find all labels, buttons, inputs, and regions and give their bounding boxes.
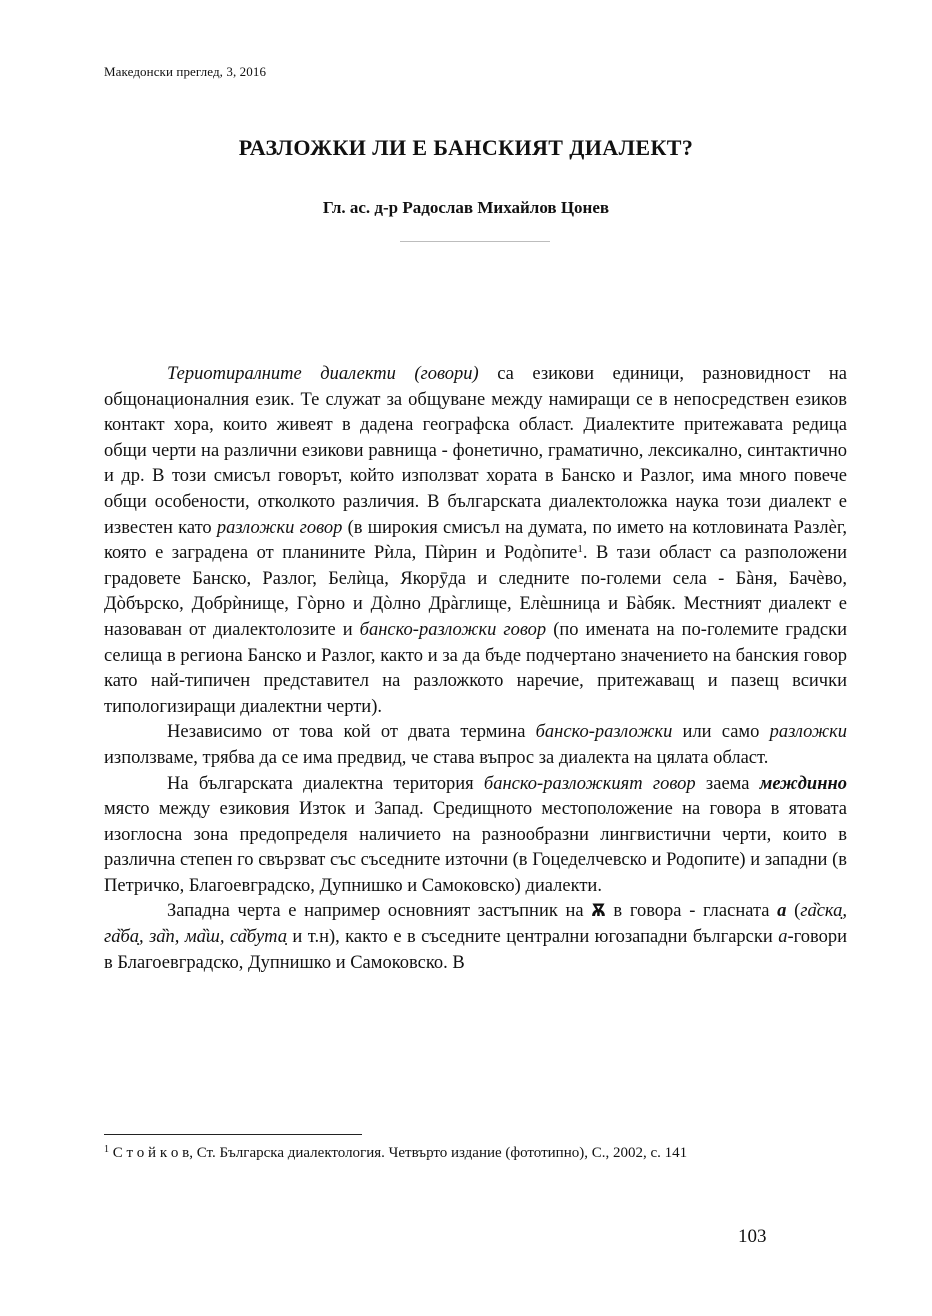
article-author: Гл. ас. д-р Радослав Михайлов Цонев — [322, 198, 610, 217]
footnote-marker[interactable]: 1 — [577, 543, 583, 556]
paragraph-text: Западна черта е например основният застъпник на — [167, 901, 592, 922]
paragraph-4 — [104, 899, 847, 976]
paragraph-text: . В тази област са разположени градовете Банско, Разлог, Белѝца, Якорȳда и следните по-големи села - Бàня, Бачѐво, Дòбърско, Добрѝнище, Гòрно и Дòлно Дрàглище, Елѐшница и Бàбяк. Местният диалект е назоваван от диалектолозите и — [104, 543, 848, 640]
term-italic: банско-разложки — [535, 722, 673, 743]
page-number: 103 — [738, 1226, 767, 1247]
article-title: РАЗЛОЖКИ ЛИ Е БАНСКИЯТ ДИАЛЕКТ? — [238, 135, 694, 160]
paragraph-2 — [104, 720, 847, 771]
footnote-text: С т о й к о в, Ст. Българска диалектология. Четвърто издание (фототипно), С., 2002, с. 141 — [109, 1145, 688, 1161]
term-italic: разложки говор — [216, 517, 343, 538]
paragraph-1 — [104, 362, 847, 720]
paragraph-text: са езикови единици, разновидност на общонационалния език. Те служат за общуване между намиращи се в непосредствен езиков контакт хора, които живеят в дадена географска област. Диалектите притежавата редица общи черти на различни езикови равнища - фонетично, граматично, лексикално, синтактично и др. В този смисъл говорът, който използват хората в Банско и Разлог, има много повече общи особености, отколкото различия. В българската диалектоложка наука този диалект е известен като — [104, 364, 847, 538]
footnote-number: 1 — [104, 1144, 109, 1155]
paragraph-text: (в широкия смисъл на думата, по името на котловината Разлѐг, която е заградена от планините Рѝла, Пѝрин и Родòпите — [104, 517, 847, 564]
paragraph-text: използваме, трябва да се има предвид, че става въпрос за диалекта на цялата област. — [104, 747, 769, 768]
term-italic: банско-разложки говор — [359, 619, 547, 640]
example-words-italic: га̏ска̣, га̏ба̣, за̏п, ма̏ш, са̏бута̣ — [104, 901, 847, 948]
term-bold-italic: а — [777, 901, 787, 922]
paragraph-text: и т.н), както е в съседните централни югозападни български — [287, 927, 779, 948]
paragraph-text: място между езиковия Изток и Запад. Средищното местоположение на говора в ятовата изоглосна зона предопределя наличието на разнообразни лингвистични черти, които в различна степен го свързват със съседните източни (в Гоцеделчевско и Родопите) и западни (в Петричко, Благоевградско, Дупнишко и Самоковско) диалекти. — [104, 799, 847, 896]
paragraph-3 — [104, 772, 847, 900]
footnote-divider — [104, 1134, 362, 1135]
paragraph-text: -говори в Благоевградско, Дупнишко и Самоковско. В — [104, 927, 847, 973]
paragraph-text: Независимо от това кой от двата термина — [167, 722, 536, 743]
paragraph-text: (по имената на по-големите градски селища в региона Банско и Разлог, както и за да бъде подчертано значението на банския говор като най-типичен представител на разложкото наречие, притежаващ и пазещ всички типологизиращи диалектни черти). — [104, 619, 847, 717]
paragraph-text: в говора - гласната — [605, 901, 778, 922]
big-yus-letter: Ѫ — [591, 901, 606, 922]
paragraph-text: ( — [786, 901, 801, 922]
paragraph-text: На българската диалектна територия — [167, 773, 484, 794]
paragraph-text: заема — [695, 773, 760, 794]
running-header: Македонски преглед, 3, 2016 — [104, 64, 267, 79]
term-italic: Териотиралните диалекти (говори) — [167, 364, 479, 384]
term-italic: банско-разложкият говор — [483, 773, 696, 794]
footnote — [104, 1142, 804, 1164]
article-body — [104, 362, 847, 976]
paragraph-text: или само — [672, 722, 770, 743]
term-bold-italic: междинно — [759, 773, 848, 794]
term-italic: а — [778, 927, 788, 948]
term-italic: разложки — [769, 722, 848, 743]
title-divider — [400, 241, 550, 242]
